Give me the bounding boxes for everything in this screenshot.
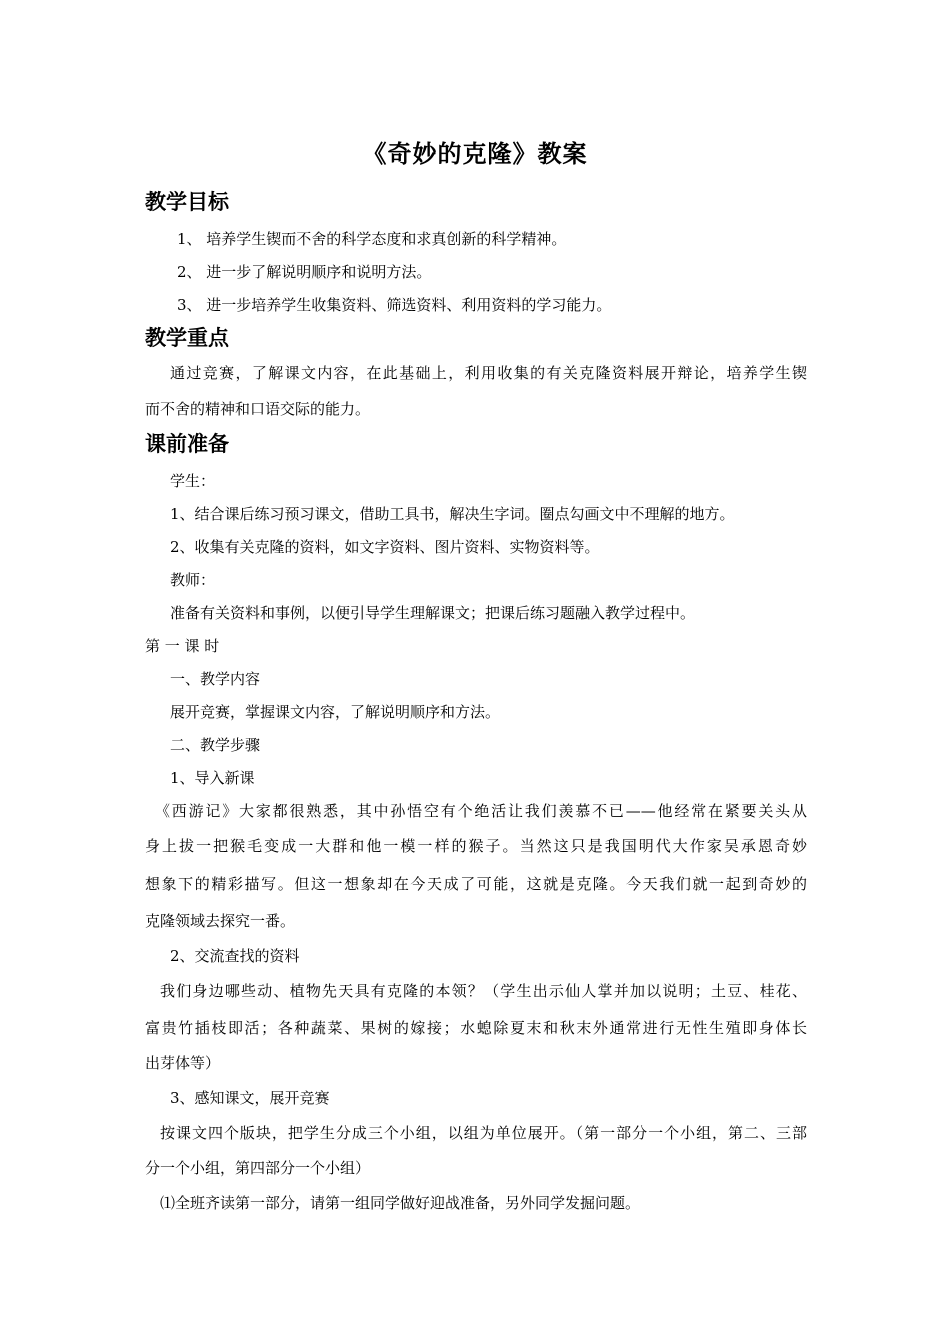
step3-paragraph-line-2: 分一个小组，第四部分一个小组） <box>145 1159 371 1177</box>
heading-preparation: 课前准备 <box>145 432 229 456</box>
step3-paragraph-line-1: 按课文四个版块，把学生分成三个小组，以组为单位展开。（第一部分一个小组，第二、三部 <box>160 1124 807 1142</box>
goal-item-2: 2、 进一步了解说明顺序和说明方法。 <box>177 263 432 281</box>
prep-students-label: 学生： <box>170 472 216 490</box>
step1-paragraph-line-1: 《西游记》大家都很熟悉，其中孙悟空有个绝活让我们羡慕不已——他经常在紧要关头从 <box>155 802 807 820</box>
heading-teaching-focus: 教学重点 <box>145 326 229 350</box>
step2-paragraph-line-3: 出芽体等） <box>145 1054 221 1072</box>
lesson-label: 第 一 课 时 <box>145 637 220 655</box>
step1-paragraph-line-2: 身上拔一把猴毛变成一大群和他一模一样的猴子。当然这只是我国明代大作家吴承恩奇妙 <box>145 837 807 855</box>
step3-label: 3、感知课文，展开竞赛 <box>170 1089 330 1107</box>
step1-label: 1、导入新课 <box>170 769 255 787</box>
step1-paragraph-line-4: 克隆领域去探究一番。 <box>145 912 296 930</box>
focus-paragraph-line-1: 通过竞赛，了解课文内容，在此基础上，利用收集的有关克隆资料展开辩论，培养学生锲 <box>170 364 807 382</box>
content-label: 一、教学内容 <box>170 670 261 688</box>
step1-paragraph-line-3: 想象下的精彩描写。但这一想象却在今天成了可能，这就是克隆。今天我们就一起到奇妙的 <box>145 875 807 893</box>
content-text: 展开竞赛，掌握课文内容，了解说明顺序和方法。 <box>170 703 501 721</box>
steps-label: 二、教学步骤 <box>170 736 261 754</box>
heading-teaching-goals: 教学目标 <box>145 190 229 214</box>
goal-item-3: 3、 进一步培养学生收集资料、筛选资料、利用资料的学习能力。 <box>177 296 612 314</box>
focus-paragraph-line-2: 而不舍的精神和口语交际的能力。 <box>145 400 371 418</box>
prep-student-item-1: 1、结合课后练习预习课文，借助工具书，解决生字词。圈点勾画文中不理解的地方。 <box>170 505 735 523</box>
prep-teacher-text: 准备有关资料和事例，以便引导学生理解课文；把课后练习题融入教学过程中。 <box>170 604 696 622</box>
step2-label: 2、交流查找的资料 <box>170 947 300 965</box>
step2-paragraph-line-2: 富贵竹插枝即活；各种蔬菜、果树的嫁接；水螅除夏末和秋末外通常进行无性生殖即身体长 <box>145 1019 807 1037</box>
prep-student-item-2: 2、收集有关克隆的资料，如文字资料、图片资料、实物资料等。 <box>170 538 600 556</box>
document-title: 《奇妙的克隆》教案 <box>362 140 588 168</box>
prep-teacher-label: 教师： <box>170 571 216 589</box>
step3-paragraph-line-3: ⑴全班齐读第一部分，请第一组同学做好迎战准备，另外同学发掘问题。 <box>160 1194 641 1212</box>
step2-paragraph-line-1: 我们身边哪些动、植物先天具有克隆的本领？（学生出示仙人掌并加以说明；土豆、桂花、 <box>160 982 807 1000</box>
goal-item-1: 1、 培养学生锲而不舍的科学态度和求真创新的科学精神。 <box>177 230 567 248</box>
